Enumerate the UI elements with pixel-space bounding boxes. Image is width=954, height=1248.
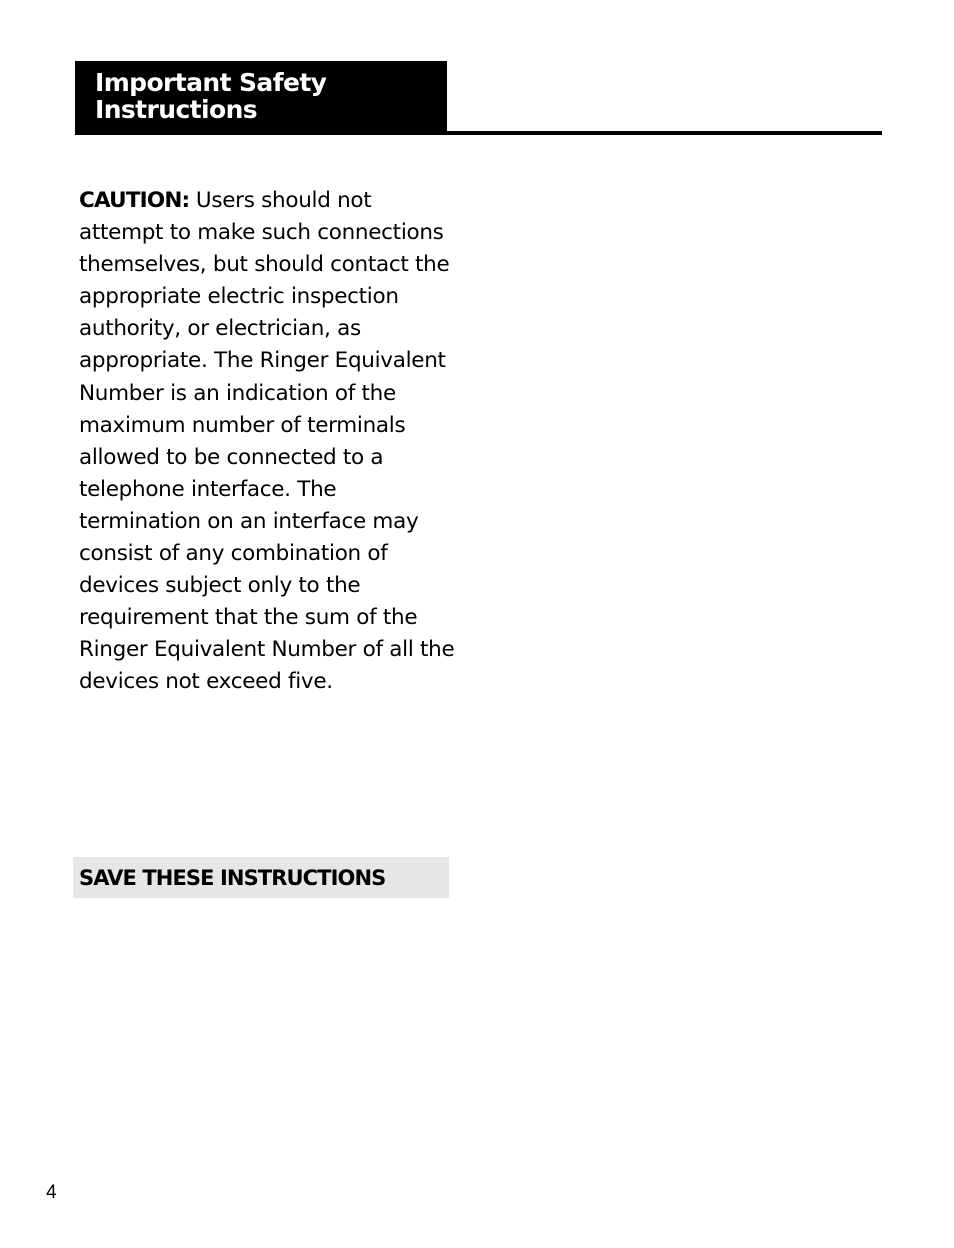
section-header	[75, 61, 447, 135]
caution-text: Users should not attempt to make such connections themselves, but should contact the appropriate electric inspection authority, or electrician, as appropriate. The Ringer Equivalent Number is an indication of the maximum number of terminals allowed to be connected to a telephone interface. The termination on an interface may consist of any combination of devices subject only to the requirement that the sum of the Ringer Equivalent Number of all the devices not exceed five.	[79, 188, 455, 695]
caution-paragraph	[79, 185, 457, 699]
save-instructions-label: SAVE THESE INSTRUCTIONS	[79, 866, 386, 890]
caution-label: CAUTION:	[79, 188, 190, 213]
header-rule	[447, 131, 882, 135]
save-instructions-banner	[73, 857, 449, 898]
section-title: Important Safety Instructions	[95, 68, 327, 124]
page-number: 4	[46, 1182, 57, 1203]
